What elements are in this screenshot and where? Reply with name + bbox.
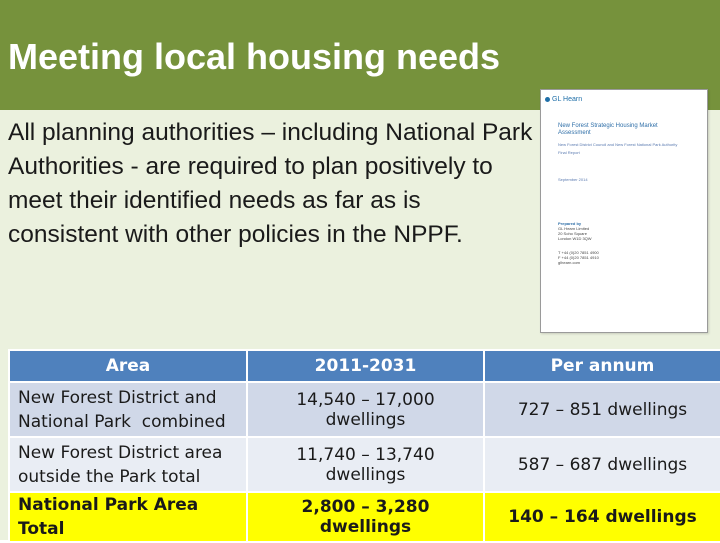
table-row	[9, 437, 720, 492]
report-web: glhearn.com	[558, 260, 581, 265]
slide-body-text: All planning authorities – including National Park Authorities - are required to plan positively to meet their identified needs as far as is consistent with other policies in the NPPF.	[8, 119, 533, 248]
report-contact	[558, 250, 638, 265]
header-area: Area	[9, 350, 247, 382]
report-fax: F +44 (0)20 7851 4910	[558, 255, 599, 260]
report-logo-text: GL Hearn	[552, 96, 583, 103]
report-company: GL Hearn Limited	[558, 226, 590, 231]
range-cell: 2,800 – 3,280 dwellings	[247, 492, 484, 542]
area-cell	[9, 382, 247, 437]
report-address-line1: 20 Soho Square	[558, 231, 587, 236]
report-title: New Forest Strategic Housing Market Assessment	[558, 123, 658, 136]
report-thumbnail	[540, 89, 708, 333]
area-cell: National Park Area Total	[9, 492, 247, 542]
area-line: National Park combined	[18, 411, 226, 432]
per-annum-cell: 727 – 851 dwellings	[484, 382, 720, 437]
report-phone: T +44 (0)20 7851 4900	[558, 250, 599, 255]
report-prepared-by	[558, 221, 638, 241]
report-address-line2: London W1D 3QW	[558, 236, 592, 241]
report-subtitle: New Forest District Council and New Forest National Park Authority	[558, 142, 678, 147]
slide-title: Meeting local housing needs	[8, 36, 501, 77]
area-cell	[9, 437, 247, 492]
logo-mark-icon	[545, 97, 550, 102]
range-cell: 11,740 – 13,740 dwellings	[247, 437, 484, 492]
prepared-by-label: Prepared by	[558, 221, 582, 226]
per-annum-cell: 587 – 687 dwellings	[484, 437, 720, 492]
table-header-row	[9, 350, 720, 382]
area-line: outside the Park total	[18, 466, 201, 487]
report-type: Final Report	[558, 150, 580, 155]
header-per-annum: Per annum	[484, 350, 720, 382]
per-annum-cell: 140 – 164 dwellings	[484, 492, 720, 542]
area-line: New Forest District and	[18, 387, 217, 408]
housing-needs-table	[8, 349, 720, 543]
report-logo	[545, 96, 582, 103]
table-row	[9, 382, 720, 437]
report-date: September 2014	[558, 177, 588, 182]
range-cell: 14,540 – 17,000 dwellings	[247, 382, 484, 437]
header-period: 2011-2031	[247, 350, 484, 382]
area-line: New Forest District area	[18, 442, 223, 463]
table-row-total	[9, 492, 720, 542]
